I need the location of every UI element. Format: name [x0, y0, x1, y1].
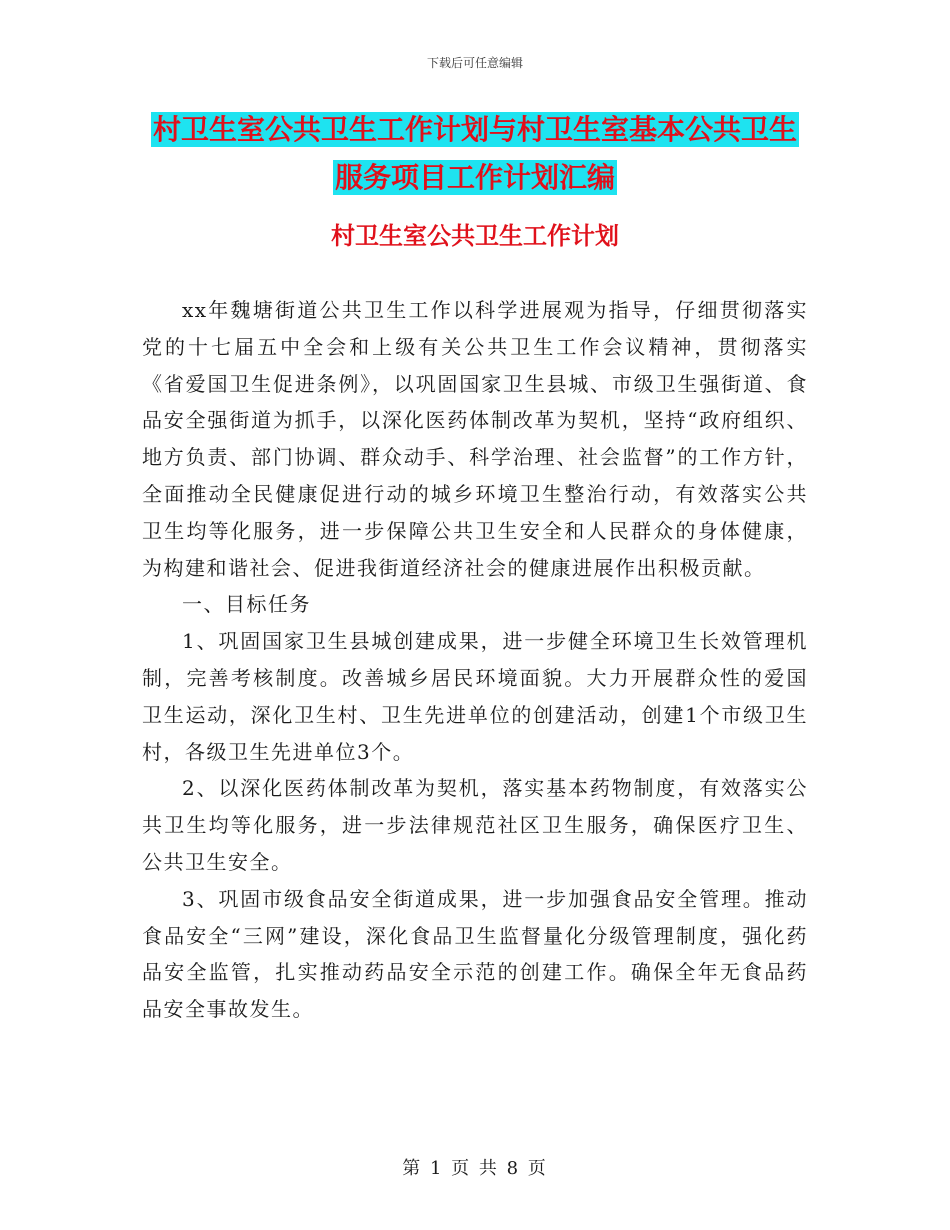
section-title: 村卫生室公共卫生工作计划 — [331, 222, 619, 250]
header-note: 下载后可任意编辑 — [426, 56, 523, 70]
document-title-line-2: 服务项目工作计划汇编 — [334, 161, 615, 194]
paragraph-item-1: 1、巩固国家卫生县城创建成果，进一步健全环境卫生长效管理机制，完善考核制度。改善城乡居民环境面貌。大力开展群众性的爱国卫生运动，深化卫生村、卫生先进单位的创建活动，创建1个市级卫生村，各级卫生先进单位3个。 — [142, 629, 808, 764]
document-title — [140, 106, 810, 202]
document-title-line-1: 村卫生室公共卫生工作计划与村卫生室基本公共卫生 — [152, 113, 797, 146]
paragraph-intro: xx年魏塘街道公共卫生工作以科学进展观为指导，仔细贯彻落实党的十七届五中全会和上级有关公共卫生工作会议精神，贯彻落实《省爱国卫生促进条例》，以巩固国家卫生县城、市级卫生强街道、食品安全强街道为抓手，以深化医药体制改革为契机，坚持“政府组织、地方负责、部门协调、群众动手、科学治理、社会监督”的工作方针，全面推动全民健康促进行动的城乡环境卫生整治行动，有效落实公共卫生均等化服务，进一步保障公共卫生安全和人民群众的身体健康，为构建和谐社会、促进我街道经济社会的健康进展作出积极贡献。 — [142, 298, 808, 580]
paragraph-heading-goals: 一、目标任务 — [182, 592, 311, 617]
paragraph-item-3: 3、巩固市级食品安全街道成果，进一步加强食品安全管理。推动食品安全“三网”建设，深化食品卫生监督量化分级管理制度，强化药品安全监管，扎实推动药品安全示范的创建工作。确保全年无食品药品安全事故发生。 — [142, 886, 808, 1022]
body-text — [142, 292, 808, 1028]
paragraph-item-2: 2、以深化医药体制改革为契机，落实基本药物制度，有效落实公共卫生均等化服务，进一步法律规范社区卫生服务，确保医疗卫生、公共卫生安全。 — [142, 776, 808, 874]
page-footer: 第 1 页 共 8 页 — [402, 1158, 548, 1179]
